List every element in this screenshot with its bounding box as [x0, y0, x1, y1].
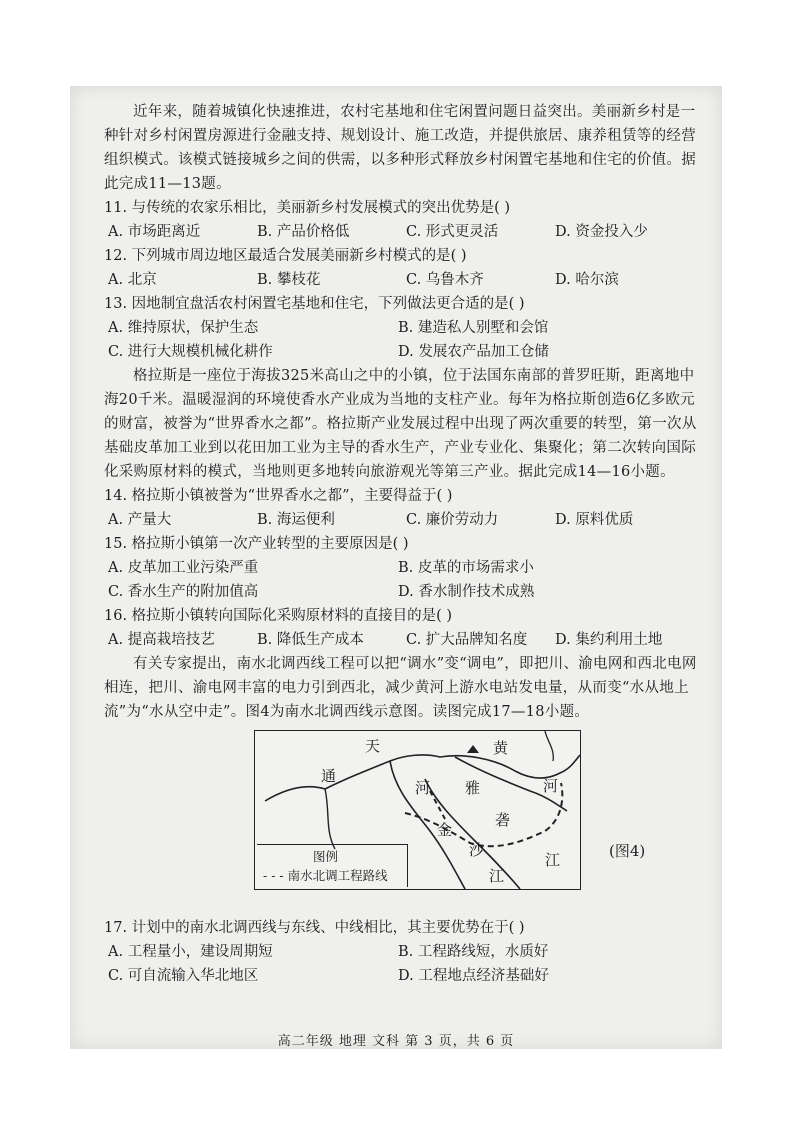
- option-c: C. 乌鲁木齐: [406, 272, 484, 288]
- question-options: [104, 628, 704, 652]
- question-12: [104, 244, 704, 292]
- exam-page: [70, 86, 722, 1049]
- question-stem: 14. 格拉斯小镇被誉为“世界香水之都”，主要得益于( ): [104, 488, 453, 504]
- option-a: A. 皮革加工业污染严重: [108, 560, 259, 576]
- passage-2: 格拉斯是一座位于海拔325米高山之中的小镇，位于法国东南部的普罗旺斯，距离地中海20千米。温暖湿润的环境使香水产业成为当地的支柱产业。每年为格拉斯创造6亿多欧元的财富，被誉为“世界香水之都”。格拉斯产业发展过程中出现了两次重要的转型，第一次从基础皮革加工业到以花田加工业为主导的香水生产，产业专业化、集聚化；第二次转向国际化采购原材料的模式，当地则更多地转向旅游观光等第三产业。据此完成14—16小题。: [104, 368, 697, 480]
- map-label-sha: 沙: [469, 841, 485, 859]
- question-16: [104, 604, 704, 652]
- route-map: [254, 730, 581, 890]
- map-label-ya: 雅: [465, 779, 481, 797]
- option-c: C. 进行大规模机械化耕作: [108, 344, 273, 360]
- map-label-long: 砻: [495, 811, 511, 829]
- map-label-jiang-2: 江: [545, 851, 561, 869]
- map-label-tong: 通: [321, 767, 337, 785]
- map-label-huang: 黄: [493, 739, 509, 757]
- option-c: C. 廉价劳动力: [406, 512, 499, 528]
- upper-tributary: [545, 731, 553, 761]
- page-footer: 高二年级 地理 文科 第 3 页，共 6 页: [277, 1034, 515, 1049]
- diversion-route: [430, 791, 445, 819]
- question-14: [104, 484, 704, 532]
- option-c: C. 香水生产的附加值高: [108, 584, 259, 600]
- question-stem: 13. 因地制宜盘活农村闲置宅基地和住宅，下列做法更合适的是( ): [104, 296, 525, 312]
- question-stem: 12. 下列城市周边地区最适合发展美丽新乡村模式的是( ): [104, 248, 467, 264]
- question-options: [104, 556, 704, 604]
- page-content: [104, 100, 704, 988]
- figure-4: [104, 730, 704, 910]
- map-label-he: 河: [415, 779, 431, 797]
- question-options: [104, 940, 704, 988]
- option-a: A. 产量大: [108, 512, 172, 528]
- option-b: B. 建造私人别墅和会馆: [398, 320, 549, 336]
- question-stem: 15. 格拉斯小镇第一次产业转型的主要原因是( ): [104, 536, 409, 552]
- legend-title: 图例: [313, 849, 339, 864]
- question-stem: 16. 格拉斯小镇转向国际化采购原材料的直接目的是( ): [104, 608, 453, 624]
- question-11: [104, 196, 704, 244]
- map-label-he-2: 河: [543, 777, 559, 795]
- question-options: [104, 268, 704, 292]
- peak-marker: [467, 745, 479, 753]
- map-label-tian: 天: [365, 737, 381, 755]
- legend-route: - - - 南水北调工程路线: [263, 868, 388, 883]
- option-d: D. 香水制作技术成熟: [398, 584, 535, 600]
- legend-route-label: 南水北调工程路线: [287, 868, 388, 883]
- option-a: A. 工程量小，建设周期短: [108, 944, 273, 960]
- option-b: B. 海运便利: [257, 512, 335, 528]
- option-b: B. 皮革的市场需求小: [398, 560, 534, 576]
- option-b: B. 攀枝花: [257, 272, 321, 288]
- figure-caption: (图4): [609, 842, 646, 860]
- option-d: D. 哈尔滨: [555, 272, 619, 288]
- option-a: A. 提高栽培技艺: [108, 632, 215, 648]
- option-d: D. 工程地点经济基础好: [398, 968, 549, 984]
- question-stem: 11. 与传统的农家乐相比，美丽新乡村发展模式的突出优势是( ): [104, 200, 511, 216]
- question-15: [104, 532, 704, 604]
- question-options: [104, 220, 704, 244]
- option-b: B. 工程路线短，水质好: [398, 944, 549, 960]
- passage-1: 近年来，随着城镇化快速推进，农村宅基地和住宅闲置问题日益突出。美丽新乡村是一种针对乡村闲置房源进行金融支持、规划设计、施工改造，并提供旅居、康养租赁等的经营组织模式。该模式链接城乡之间的供需，以多种形式释放乡村闲置宅基地和住宅的价值。据此完成11—13题。: [104, 104, 696, 192]
- question-17: [104, 916, 704, 988]
- option-b: B. 产品价格低: [257, 224, 350, 240]
- option-d: D. 资金投入少: [555, 224, 648, 240]
- passage-3: 有关专家提出，南水北调西线工程可以把“调水”变“调电”，即把川、渝电网和西北电网相连，把川、渝电网丰富的电力引到西北，减少黄河上游水电站发电量，从而变“水从地上流”为“水从空中走”。图4为南水北调西线示意图。读图完成17—18小题。: [104, 656, 697, 720]
- question-stem: 17. 计划中的南水北调西线与东线、中线相比，其主要优势在于( ): [104, 920, 525, 936]
- map-label-jiang: 江: [489, 867, 505, 885]
- option-d: D. 集约利用土地: [555, 632, 663, 648]
- option-c: C. 形式更灵活: [406, 224, 499, 240]
- tributary: [325, 789, 335, 849]
- map-legend: [257, 844, 408, 887]
- option-a: A. 北京: [108, 272, 157, 288]
- question-13: [104, 292, 704, 364]
- option-d: D. 发展农产品加工仓储: [398, 344, 549, 360]
- option-a: A. 维持原状，保护生态: [108, 320, 259, 336]
- option-b: B. 降低生产成本: [257, 632, 364, 648]
- option-d: D. 原料优质: [555, 512, 634, 528]
- option-c: C. 扩大品牌知名度: [406, 632, 528, 648]
- option-a: A. 市场距离近: [108, 224, 201, 240]
- question-options: [104, 316, 704, 364]
- option-c: C. 可自流输入华北地区: [108, 968, 259, 984]
- question-options: [104, 508, 704, 532]
- map-label-jin: 金: [437, 821, 453, 839]
